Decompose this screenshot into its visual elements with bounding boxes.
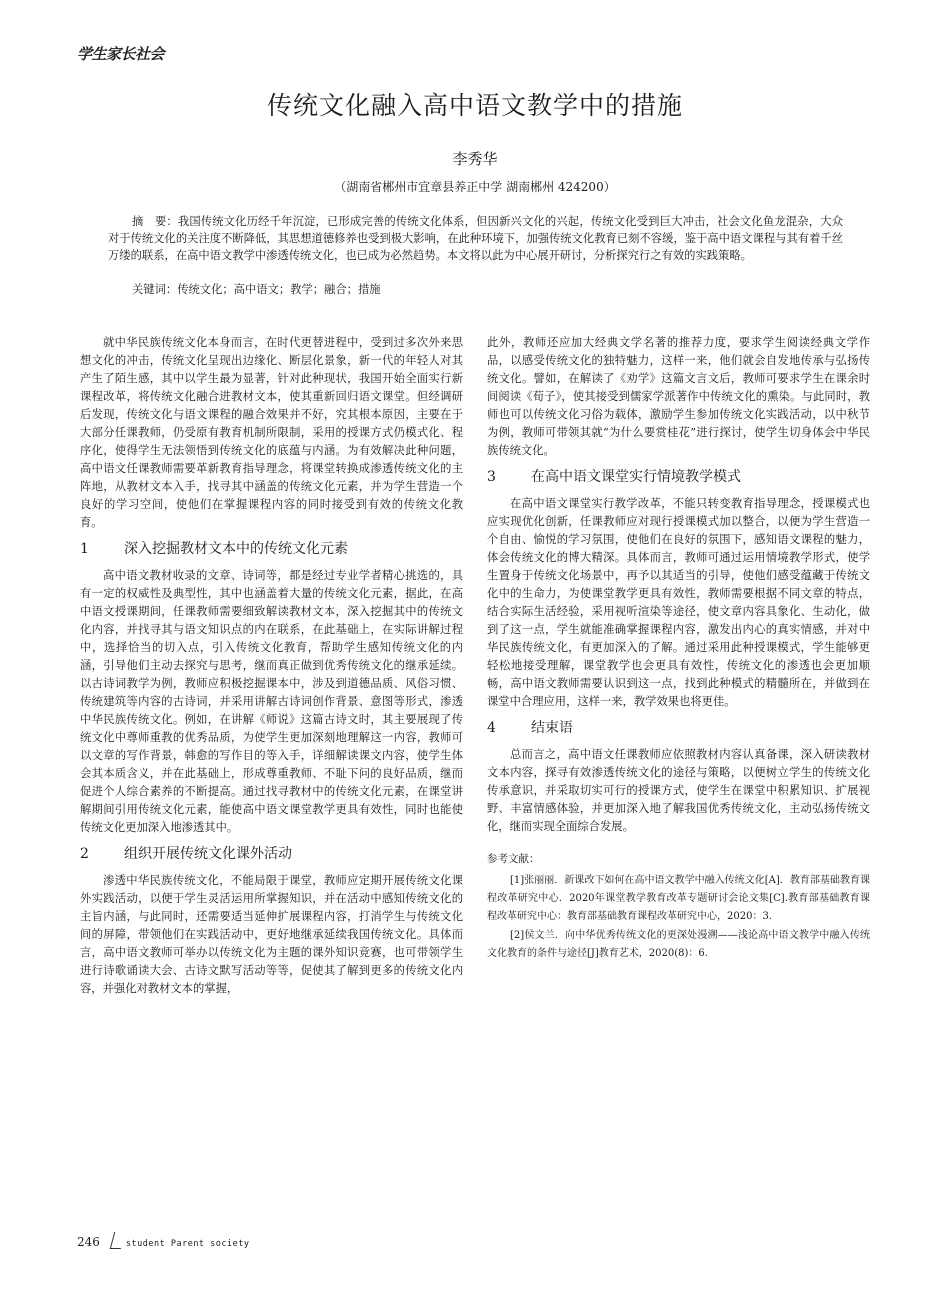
section-4-paragraph: 总而言之，高中语文任课教师应依照教材内容认真备课，深入研读教材文本内容，探寻有效渗透传统文化的途径与策略，以便树立学生的传统文化传承意识，并采取切实可行的授课方式，使学生在课堂中积累知识、扩展视野、丰富情感体验，并更加深入地了解我国优秀传统文化，主动弘扬传统文化，继而实现全面综合发展。: [487, 748, 870, 833]
section-3-paragraph: 在高中语文课堂实行教学改革，不能只转变教育指导理念，授课模式也应实现优化创新，任课教师应对现行授课模式加以整合，以便为学生营造一个自由、愉悦的学习氛围，使他们在良好的氛围下，感知语文课程的魅力，体会传统文化的博大精深。具体而言，教师可通过运用情境教学形式，使学生置身于传统文化场景中，再予以其适当的引导，使他们感受蕴藏于传统文化中的生命力，为使课堂教学更具有效性，教师需要根据不同文章的特点，结合实际生活经验，采用视听渲染等途径，使文章内容具象化、生动化，做到了这一点，学生就能准确掌握课程内容，激发出内心的真实情感，并对中华民族传统文化，有更加深入的了解。通过采用此种授课模式，学生能够更轻松地接受理解，课堂教学也会更具有效性，传统文化的渗透也会更加顺畅，高中语文教师需要认识到这一点，找到此种模式的精髓所在，并做到在课堂中合理应用，这样一来，教学效果也将更佳。: [487, 497, 870, 708]
section-number: 3: [487, 469, 496, 485]
section-heading-4: [487, 719, 870, 737]
left-column: [80, 334, 463, 998]
page-number: 246: [77, 1235, 100, 1249]
section-2-paragraph: 渗透中华民族传统文化，不能局限于课堂，教师应定期开展传统文化课外实践活动，以便于学生灵活运用所掌握知识，并在活动中感知传统文化的主旨内涵，与此同时，还需要适当延伸扩展课程内容，打消学生与传统文化间的屏障，带领他们在实践活动中，更好地继承延续我国传统文化。具体而言，高中语文教师可举办以传统文化为主题的课外知识竞赛，也可带领学生进行诗歌诵读大会、古诗文默写活动等等，促使其了解到更多的传统文化内容，并强化对教材文本的掌握，: [80, 874, 463, 995]
section-2-continued: 此外，教师还应加大经典文学名著的推荐力度，要求学生阅读经典文学作品，以感受传统文化的独特魅力，这样一来，他们就会自发地传承与弘扬传统文化。譬如，在解读了《劝学》这篇文言文后，教师可要求学生在课余时间阅读《荀子》，使其接受到儒家学派著作中传统文化的熏染。与此同时，教师也可以传统文化习俗为载体，激励学生参加传统文化实践活动，以中秋节为例，教师可带领其就“为什么要赏桂花”进行探讨，使学生切身体会中华民族传统文化。: [487, 336, 870, 457]
section-1-paragraph: 高中语文教材收录的文章、诗词等，都是经过专业学者精心挑选的，具有一定的权威性及典型性，其中也涵盖着大量的传统文化元素，据此，在高中语文授课期间，任课教师需要细致解读教材文本，深入挖掘其中的传统文化内容，并找寻其与语文知识点的内在联系，在此基础上，在实际讲解过程中，选择恰当的切入点，引入传统文化教育，帮助学生感知传统文化的内涵，引导他们主动去探究与思考，继而真正做到优秀传统文化的继承延续。以古诗词教学为例，教师应积极挖掘课本中，涉及到道德品质、风俗习惯、传统建筑等内容的古诗词，并采用讲解古诗词创作背景、意图等形式，渗透中华民族传统文化。例如，在讲解《师说》这篇古诗文时，其主要展现了传统文化中尊师重教的优秀品质，为使学生更加深刻地理解这一内容，教师可以文章的写作背景，韩愈的写作目的等入手，详细解读课文内容，使学生体会其本质含义，并在此基础上，形成尊重教师、不耻下问的良好品质，继而促进个人综合素养的不断提高。通过找寻教材中的传统文化元素，在课堂讲解期间引用传统文化元素，能使高中语文课堂教学更具有效性，同时也能使传统文化更加深入地渗透其中。: [80, 569, 463, 834]
page-footer: [77, 1232, 250, 1249]
section-number: 2: [80, 846, 89, 862]
abstract: 摘 要：我国传统文化历经千年沉淀，已形成完善的传统文化体系，但因新兴文化的兴起，传统文化受到巨大冲击，社会文化鱼龙混杂，大众对于传统文化的关注度不断降低，其思想道德修养也受到极大影响，在此种环境下，加强传统文化教育已刻不容缓，鉴于高中语文课程与其有着千丝万缕的联系，在高中语文教学中渗透传统文化，也已成为必然趋势。本文将以此为中心展开研讨，分析探究行之有效的实践策略。: [108, 215, 843, 262]
intro-paragraph: 就中华民族传统文化本身而言，在时代更替进程中，受到过多次外来思想文化的冲击，传统文化呈现出边缘化、断层化景象，新一代的年轻人对其产生了陌生感，其中以学生最为显著，针对此种现状，我国开始全面实行新课程改革，将传统文化融合进教材文本，使其重新回归语文课堂。但经调研后发现，传统文化与语文课程的融合效果并不好，究其根本原因，主要在于大部分任课教师，仍受原有教育机制所限制，采用的授课方式仍模式化、程序化，使得学生无法领悟到传统文化的底蕴与内涵。为有效解决此种问题，高中语文任课教师需要革新教育指导理念，将课堂转换成渗透传统文化的主阵地，从教材文本入手，找寻其中涵盖的传统文化元素，并为学生营造一个良好的学习空间，使他们在掌握课程内容的同时接受到有效的传统文化教育。: [80, 336, 463, 529]
reference-item: [1]张丽丽．新课改下如何在高中语文教学中融入传统文化[A]．教育部基础教育课程改革研究中心．2020年课堂教学教育改革专题研讨会论文集[C].教育部基础教育课程改革研究中心：教育部基础教育课程改革研究中心，2020：3.: [487, 875, 870, 923]
section-title: 在高中语文课堂实行情境教学模式: [531, 469, 741, 485]
footer-slash-mark: [110, 1232, 126, 1249]
references-heading: 参考文献：: [487, 853, 540, 865]
keywords: 关键词：传统文化；高中语文；教学；融合；措施: [132, 283, 381, 296]
section-title: 深入挖掘教材文本中的传统文化元素: [124, 541, 348, 557]
section-heading-3: [487, 468, 870, 486]
journal-english-name: student Parent society: [125, 1239, 250, 1249]
section-heading-2: [80, 845, 463, 863]
journal-masthead: 学生家长社会: [77, 45, 165, 63]
section-title: 组织开展传统文化课外活动: [124, 846, 292, 862]
author-name: 李秀华: [452, 150, 498, 168]
article-title: 传统文化融入高中语文教学中的措施: [266, 91, 683, 120]
section-number: 4: [487, 720, 496, 736]
section-title: 结束语: [531, 720, 573, 736]
section-heading-1: [80, 540, 463, 558]
reference-item: [2]侯文兰．向中华优秀传统文化的更深处漫溯——浅论高中语文教学中融入传统文化教育的条件与途径[J]教育艺术，2020(8)：6.: [487, 929, 870, 959]
right-column: [487, 334, 870, 963]
author-affiliation: （湖南省郴州市宜章县养正中学 湖南郴州 424200）: [334, 180, 616, 194]
section-number: 1: [80, 541, 89, 557]
